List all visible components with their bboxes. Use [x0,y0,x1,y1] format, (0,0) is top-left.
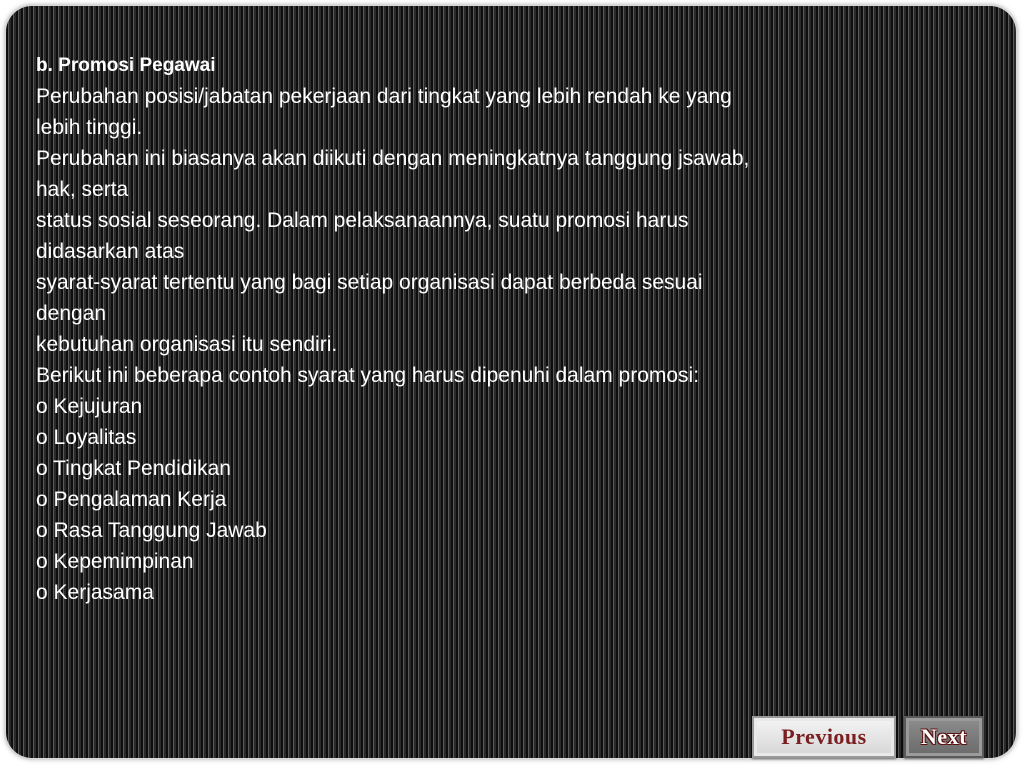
list-item: o Kepemimpinan [36,550,194,573]
text-line: lebih tinggi. [36,116,143,139]
text-line: Berikut ini beberapa contoh syarat yang harus dipenuhi dalam promosi: [36,364,700,387]
list-item: o Kejujuran [36,395,143,418]
text-line: didasarkan atas [36,240,185,263]
next-button[interactable]: Next [904,716,984,758]
text-line: Perubahan posisi/jabatan pekerjaan dari tingkat yang lebih rendah ke yang [36,85,732,108]
list-item: o Kerjasama [36,581,154,604]
list-item: o Rasa Tanggung Jawab [36,519,267,542]
slide-content [36,50,936,608]
text-line: hak, serta [36,178,129,201]
slide-frame [6,6,1016,758]
text-line: Perubahan ini biasanya akan diikuti dengan meningkatnya tanggung jsawab, [36,147,750,170]
list-item: o Pengalaman Kerja [36,488,227,511]
list-item: o Loyalitas [36,426,137,449]
text-line: syarat-syarat tertentu yang bagi setiap organisasi dapat berbeda sesuai [36,271,703,294]
text-line: status sosial seseorang. Dalam pelaksanaannya, suatu promosi harus [36,209,689,232]
text-line: dengan [36,302,107,325]
previous-button[interactable]: Previous [752,716,896,758]
slide-title: b. Promosi Pegawai [36,55,216,76]
text-line: kebutuhan organisasi itu sendiri. [36,333,338,356]
list-item: o Tingkat Pendidikan [36,457,231,480]
